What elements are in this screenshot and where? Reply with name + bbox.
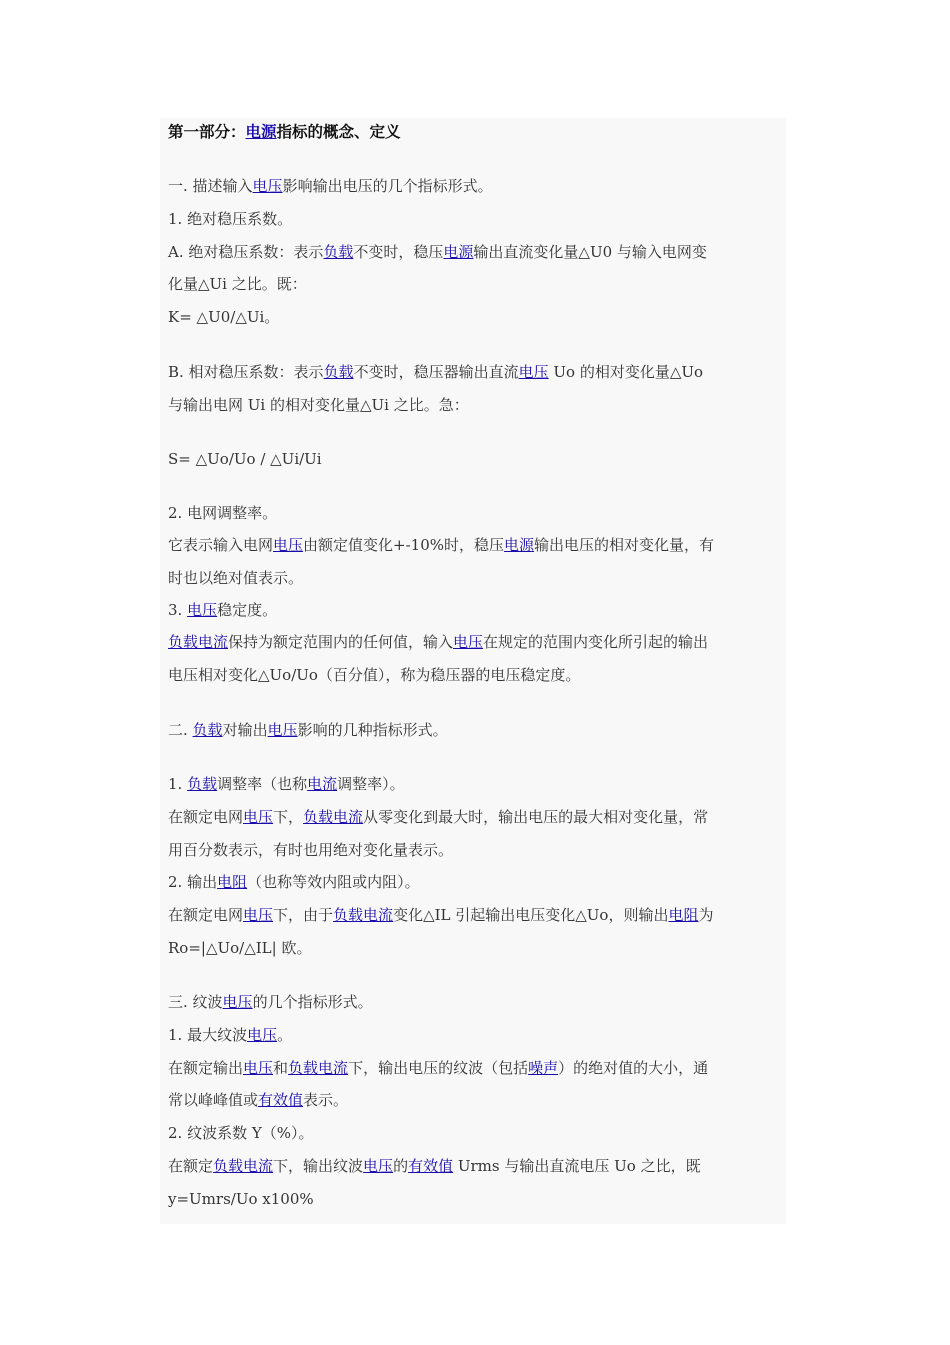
text-segment: 一. 描述输入: [168, 177, 253, 195]
text-segment: 1. 绝对稳压系数。: [168, 210, 293, 228]
hyperlink[interactable]: 电压: [363, 1157, 394, 1175]
text-line: [168, 1058, 780, 1078]
text-segment: 2. 纹波系数 Y（%）。: [168, 1124, 314, 1142]
text-line: [168, 1189, 780, 1209]
hyperlink[interactable]: 电压: [267, 721, 298, 739]
text-segment: 电压相对变化△Uo/Uo（百分值），称为稳压器的电压稳定度。: [168, 666, 581, 684]
hyperlink[interactable]: 电压: [453, 633, 484, 651]
text-line: [168, 535, 780, 555]
text-segment: B. 相对稳压系数：表示: [168, 363, 324, 381]
text-segment: 下，输出电压的纹波（包括: [348, 1059, 529, 1077]
text-segment: 用百分数表示，有时也用绝对变化量表示。: [168, 841, 454, 859]
text-segment: 和: [273, 1059, 289, 1077]
text-segment: 与输出电网 Ui 的相对变化量△Ui 之比。急：: [168, 396, 469, 414]
text-segment: 下，: [273, 808, 304, 826]
text-segment: 输出电压的相对变化量，有: [534, 536, 715, 554]
text-line: [168, 274, 780, 294]
hyperlink[interactable]: 负载: [323, 363, 354, 381]
text-line: [168, 307, 780, 327]
hyperlink[interactable]: 负载: [192, 721, 223, 739]
text-segment: 第一部分：: [168, 122, 246, 141]
text-segment: 在额定电网: [168, 906, 244, 924]
text-segment: 时也以绝对值表示。: [168, 569, 304, 587]
text-segment: 的: [393, 1157, 409, 1175]
text-line: [168, 774, 780, 794]
hyperlink[interactable]: 负载电流: [213, 1157, 274, 1175]
text-line: [168, 242, 780, 262]
hyperlink[interactable]: 电压: [273, 536, 304, 554]
text-line: [168, 992, 780, 1012]
hyperlink[interactable]: 负载: [323, 243, 354, 261]
hyperlink[interactable]: 负载电流: [288, 1059, 349, 1077]
text-segment: 由额定值变化+-10%时，稳压: [303, 536, 505, 554]
text-segment: 不变时，稳压器输出直流: [353, 363, 519, 381]
text-segment: 在规定的范围内变化所引起的输出: [483, 633, 709, 651]
text-segment: 指标的概念、定义: [276, 122, 401, 141]
text-segment: 在额定: [168, 1157, 214, 1175]
text-segment: 输出直流变化量△U0 与输入电网变: [473, 243, 707, 261]
hyperlink[interactable]: 电阻: [217, 873, 248, 891]
text-segment: 变化△IL 引起输出电压变化△Uo，则输出: [393, 906, 669, 924]
text-segment: 为: [698, 906, 714, 924]
text-segment: Ro=|△Uo/△IL| 欧。: [168, 939, 312, 957]
text-segment: 常以峰峰值或: [168, 1091, 259, 1109]
text-segment: S= △Uo/Uo / △Ui/Ui: [168, 450, 322, 468]
hyperlink[interactable]: 负载: [187, 775, 218, 793]
hyperlink[interactable]: 电流: [307, 775, 338, 793]
hyperlink[interactable]: 电压: [252, 177, 283, 195]
text-segment: 不变时，稳压: [353, 243, 444, 261]
text-line: [168, 1090, 780, 1110]
text-segment: 影响输出电压的几个指标形式。: [282, 177, 493, 195]
hyperlink[interactable]: 电源: [443, 243, 474, 261]
hyperlink[interactable]: 电压: [243, 808, 274, 826]
text-segment: 调整率（也称: [217, 775, 308, 793]
text-segment: 稳定度。: [217, 601, 278, 619]
text-line: [168, 840, 780, 860]
text-line: [168, 1123, 780, 1143]
text-segment: Uo 的相对变化量△Uo: [548, 363, 704, 381]
hyperlink[interactable]: 负载电流: [303, 808, 364, 826]
text-segment: 在额定输出: [168, 1059, 244, 1077]
hyperlink[interactable]: 电源: [245, 122, 277, 141]
text-segment: K= △U0/△Ui。: [168, 308, 280, 326]
text-line: [168, 1025, 780, 1045]
text-line: [168, 503, 780, 523]
text-line: [168, 665, 780, 685]
text-segment: 3.: [168, 601, 188, 619]
text-segment: 在额定电网: [168, 808, 244, 826]
text-line: [168, 1156, 780, 1176]
text-segment: 1.: [168, 775, 188, 793]
text-line: [168, 449, 780, 469]
text-line: [168, 568, 780, 588]
text-segment: 化量△Ui 之比。既：: [168, 275, 307, 293]
text-segment: 保持为额定范围内的任何值，输入: [228, 633, 454, 651]
text-segment: 下，由于: [273, 906, 334, 924]
hyperlink[interactable]: 电压: [187, 601, 218, 619]
text-segment: ）的绝对值的大小，通: [558, 1059, 709, 1077]
hyperlink[interactable]: 负载电流: [168, 633, 229, 651]
text-segment: y=Umrs/Uo x100%: [168, 1190, 314, 1208]
text-segment: 。: [277, 1026, 293, 1044]
text-line: [168, 872, 780, 892]
text-line: [168, 938, 780, 958]
text-segment: 从零变化到最大时，输出电压的最大相对变化量，常: [363, 808, 709, 826]
text-line: [168, 632, 780, 652]
hyperlink[interactable]: 有效值: [258, 1091, 304, 1109]
hyperlink[interactable]: 电压: [222, 993, 253, 1011]
text-line: [168, 600, 780, 620]
text-segment: 对输出: [222, 721, 268, 739]
hyperlink[interactable]: 电阻: [668, 906, 699, 924]
text-segment: 下，输出纹波: [273, 1157, 364, 1175]
text-segment: 的几个指标形式。: [252, 993, 373, 1011]
hyperlink[interactable]: 有效值: [408, 1157, 454, 1175]
hyperlink[interactable]: 噪声: [528, 1059, 559, 1077]
hyperlink[interactable]: 电源: [504, 536, 535, 554]
text-line: [168, 176, 780, 196]
text-segment: Urms 与输出直流电压 Uo 之比，既: [453, 1157, 701, 1175]
text-line: [168, 122, 780, 142]
text-line: [168, 395, 780, 415]
hyperlink[interactable]: 电压: [243, 1059, 274, 1077]
hyperlink[interactable]: 电压: [247, 1026, 278, 1044]
text-segment: （也称等效内阻或内阻）。: [247, 873, 420, 891]
text-segment: 表示。: [303, 1091, 349, 1109]
text-segment: 影响的几种指标形式。: [297, 721, 448, 739]
hyperlink[interactable]: 负载电流: [333, 906, 394, 924]
text-segment: A. 绝对稳压系数：表示: [168, 243, 324, 261]
hyperlink[interactable]: 电压: [518, 363, 549, 381]
text-segment: 它表示输入电网: [168, 536, 274, 554]
text-segment: 二.: [168, 721, 193, 739]
text-line: [168, 209, 780, 229]
text-line: [168, 905, 780, 925]
text-segment: 1. 最大纹波: [168, 1026, 248, 1044]
text-line: [168, 807, 780, 827]
text-line: [168, 720, 780, 740]
text-segment: 2. 输出: [168, 873, 218, 891]
text-segment: 三. 纹波: [168, 993, 223, 1011]
text-segment: 2. 电网调整率。: [168, 504, 278, 522]
hyperlink[interactable]: 电压: [243, 906, 274, 924]
text-segment: 调整率）。: [337, 775, 405, 793]
text-line: [168, 362, 780, 382]
